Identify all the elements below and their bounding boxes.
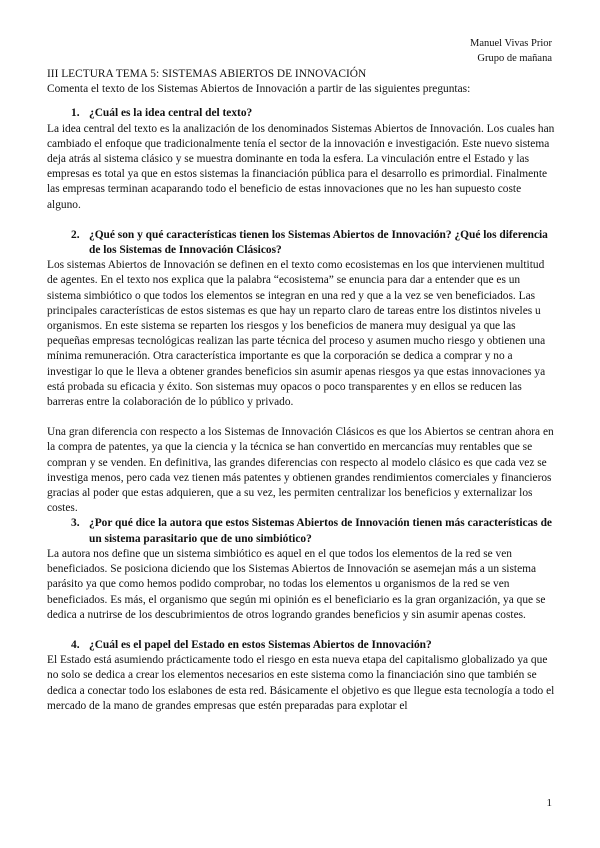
question-text: ¿Qué son y qué características tienen los Sistemas Abiertos de Innovación? ¿Qué los diferencia de los Sistemas de Innovación Clásicos? — [89, 228, 548, 257]
section-1 — [47, 106, 555, 212]
question-text: ¿Por qué dice la autora que estos Sistemas Abiertos de Innovación tienen más características de un sistema parasitario que de uno simbiótico? — [89, 517, 552, 545]
answer-paragraph: Una gran diferencia con respecto a los Sistemas de Innovación Clásicos es que los Abiertos se centran ahora en la compra de patentes, ya que la ciencia y la técnica se han convertido en mercancías muy rentables que se compran y se venden. En definitiva, las grandes diferencias con respecto al modelo clásico es que cada vez se investiga menos, pero cada vez tienen más patentes y obtienen grandes rendimientos comerciales y financieros gracias al poder que estas adquieren, que a su vez, les permiten centralizar los beneficios y externalizar los costes. — [47, 426, 554, 515]
author-name: Manuel Vivas Prior — [469, 38, 552, 49]
question-4 — [47, 638, 555, 653]
section-4 — [47, 638, 555, 714]
answer-paragraph: La autora nos define que un sistema simbiótico es aquel en el que todos los elementos de la red se ven beneficiados. Se posiciona diciendo que los Sistemas Abiertos de Innovación se asemejan más a un sistema parásito ya que como hemos podido comprobar, no todas los elementos u organismos de la red se ven beneficiados. Es más, el organismo que según mi opinión es el beneficiario es la gran organización, ya que se dedica a nutrirse de los descubrimientos de otros logrando grandes beneficios y sin asumir apenas costes. — [47, 547, 546, 621]
answer-paragraph: La idea central del texto es la analización de los denominados Sistemas Abiertos de Innovación. Los cuales han cambiado el enfoque que tradicionalmente tenía el sector de la innovación e investigación. Este nuevo sistema deja atrás al sistema clásico y se muestra dominante en toda la esfera. La vinculación entre el Estado y las empresas es total ya que en estos sistemas la financiación pública para el desarrollo es primordial. Finalmente las empresas terminan acaparando todo el beneficio de estas innovaciones que no les han supuesto coste alguno. — [47, 122, 555, 211]
section-3 — [47, 516, 555, 622]
question-text: ¿Cuál es la idea central del texto? — [89, 107, 253, 120]
question-number: 3. — [71, 517, 80, 530]
page-number: 1 — [546, 797, 552, 809]
header — [470, 36, 552, 66]
section-2 — [47, 228, 555, 517]
group-name: Grupo de mañana — [477, 53, 552, 64]
question-3 — [47, 516, 555, 546]
question-1 — [47, 106, 555, 121]
question-number: 4. — [71, 638, 80, 651]
answer-paragraph: El Estado está asumiendo prácticamente todo el riesgo en esta nueva etapa del capitalismo globalizado ya que no solo se dedica a crear los elementos necesarios en este sistema como la financiación sino que también se dedica a conectar todo los eslabones de esta red. Básicamente el objetivo es que llegue esta tecnología a todo el mercado de la mano de grandes empresas que estén preparadas para explotar el — [47, 654, 555, 712]
question-text: ¿Cuál es el papel del Estado en estos Sistemas Abiertos de Innovación? — [89, 638, 432, 651]
question-2 — [47, 228, 555, 258]
document-title: III LECTURA TEMA 5: SISTEMAS ABIERTOS DE INNOVACIÓN — [47, 68, 367, 80]
question-number: 1. — [71, 107, 80, 120]
document-body — [47, 67, 555, 714]
intro-text: Comenta el texto de los Sistemas Abiertos de Innovación a partir de las siguientes preguntas: — [47, 83, 471, 96]
question-number: 2. — [71, 228, 80, 241]
answer-paragraph: Los sistemas Abiertos de Innovación se definen en el texto como ecosistemas en los que intervienen multitud de agentes. En el texto nos explica que la palabra “ecosistema” se enuncia para dar a entender que es un sistema simbiótico o que todos los elementos se integran en una red y que a la vez se ven beneficiados. Las principales características de estos sistemas es que hay un reparto claro de tareas entre los distintos niveles u organismos. En este sistema se reparten los riesgos y los beneficios de manera muy desigual ya que las pequeñas empresas tecnológicas realizan las parte técnica del proceso y asumen mucho riesgo y obtienen una mínima remuneración. Otra característica importante es que la corporación se dedica a comprar y no a investigar lo que le lleva a obtener grandes beneficios sin asumir apenas riesgos ya que estas innovaciones ya está probada su eficacia y éxito. Son sistemas muy opacos o poco transparentes y en ellos se reducen las barreras entre la colaboración de lo público y privado. — [47, 259, 546, 409]
